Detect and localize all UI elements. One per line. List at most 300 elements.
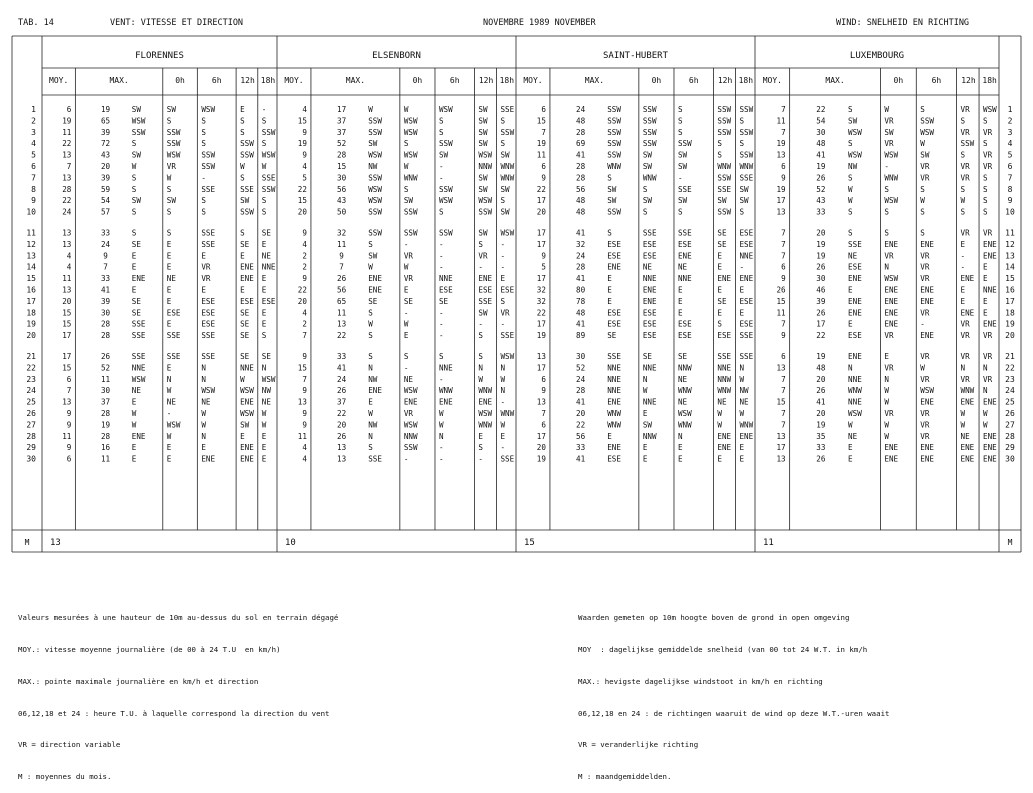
table-cell: W: [983, 420, 988, 430]
table-cell: S: [201, 116, 206, 126]
table-cell: VR: [983, 352, 993, 361]
table-cell: S: [920, 228, 925, 238]
table-cell: 46: [816, 285, 826, 295]
legend-line: MOY.: vitesse moyenne journalière (de 00 à 24 T.U en km/h): [18, 644, 281, 654]
table-cell: 17: [62, 352, 72, 361]
table-cell: 15: [536, 116, 546, 126]
table-cell: -: [884, 162, 889, 171]
table-cell: SSW: [500, 127, 515, 137]
table-cell: 35: [816, 431, 826, 441]
table-cell: 56: [337, 285, 347, 295]
table-cell: 7: [66, 386, 72, 396]
table-cell: -: [438, 308, 444, 318]
table-cell: 13: [776, 431, 786, 441]
table-cell: SE: [438, 296, 449, 306]
table-cell: E: [848, 454, 853, 464]
table-cell: ESE: [677, 331, 692, 341]
column-header-1: MAX.: [584, 76, 605, 85]
table-cell: 20: [100, 162, 111, 171]
table-cell: -: [201, 173, 206, 183]
table-cell: 48: [576, 308, 586, 318]
table-cell: 65: [100, 116, 111, 126]
table-cell: 26: [816, 173, 826, 183]
table-cell: NNW: [403, 431, 418, 441]
table-cell: SSW: [739, 105, 754, 114]
table-cell: ENE: [677, 251, 692, 261]
table-cell: 26: [816, 386, 826, 396]
table-cell: 22: [816, 105, 826, 114]
table-cell: W: [166, 431, 172, 441]
monthly-mean: 13: [50, 538, 61, 548]
table-cell: SSW: [607, 150, 621, 160]
day-number: 15: [1005, 274, 1015, 284]
table-cell: ESE: [848, 331, 862, 341]
column-header-5: 18h: [260, 76, 276, 85]
table-cell: ESE: [642, 308, 657, 318]
table-cell: NE: [677, 397, 688, 407]
table-cell: S: [240, 228, 245, 238]
day-number: 9: [1007, 196, 1013, 206]
table-cell: S: [983, 196, 988, 206]
table-cell: E: [848, 443, 853, 453]
table-cell: SSE: [500, 331, 515, 341]
table-cell: E: [201, 285, 206, 295]
table-cell: 11: [776, 308, 786, 318]
table-cell: E: [607, 274, 612, 284]
column-header-3: 6h: [688, 76, 699, 85]
table-cell: 37: [100, 397, 111, 407]
table-cell: VR: [403, 409, 414, 418]
table-cell: NNE: [607, 386, 621, 396]
table-cell: S: [739, 207, 745, 217]
table-cell: 11: [62, 127, 72, 137]
month-label-left: M: [24, 538, 30, 547]
table-cell: W: [884, 386, 889, 396]
table-cell: S: [403, 139, 409, 149]
table-cell: WSW: [368, 184, 382, 194]
table-cell: W: [368, 409, 373, 418]
table-cell: NNE: [717, 363, 732, 373]
day-number: 5: [31, 150, 36, 160]
table-cell: 39: [100, 296, 111, 306]
table-cell: 2: [302, 251, 307, 261]
table-cell: VR: [960, 127, 970, 137]
table-cell: WSW: [884, 196, 899, 206]
monthly-mean: 15: [524, 538, 535, 548]
column-header-5: 18h: [499, 76, 515, 85]
table-cell: E: [677, 454, 683, 464]
table-cell: 26: [816, 454, 826, 464]
table-cell: SSW: [739, 127, 754, 137]
table-cell: 7: [781, 228, 786, 238]
table-cell: 19: [100, 420, 111, 430]
table-cell: SSW: [607, 116, 621, 126]
table-cell: W: [478, 374, 483, 384]
column-header-1: MAX.: [345, 76, 366, 85]
day-number: 19: [1005, 319, 1015, 329]
table-cell: E: [240, 285, 245, 295]
table-cell: W: [500, 420, 506, 430]
table-cell: ENE: [717, 443, 732, 453]
table-cell: WSW: [920, 386, 935, 396]
table-cell: N: [884, 262, 889, 272]
table-cell: 30: [816, 127, 826, 137]
column-header-0: MOY.: [523, 76, 543, 85]
table-cell: NW: [368, 162, 378, 171]
table-cell: VR: [201, 262, 211, 272]
table-cell: 11: [62, 431, 72, 441]
table-cell: -: [438, 331, 444, 341]
table-cell: VR: [920, 262, 930, 272]
table-cell: NNE: [848, 374, 862, 384]
column-header-3: 6h: [211, 76, 222, 85]
table-cell: E: [983, 308, 988, 318]
table-cell: ENE: [960, 454, 975, 464]
day-number: 24: [26, 386, 36, 396]
table-cell: SSE: [201, 184, 216, 194]
table-cell: SSE: [500, 105, 515, 114]
table-cell: 4: [302, 239, 307, 249]
table-cell: E: [607, 285, 612, 295]
table-cell: W: [884, 431, 889, 441]
table-cell: ENE: [478, 397, 493, 407]
table-cell: W: [717, 409, 722, 418]
table-cell: E: [960, 285, 966, 295]
table-cell: S: [920, 184, 925, 194]
table-cell: SSW: [131, 127, 146, 137]
table-cell: S: [983, 116, 988, 126]
table-cell: 20: [816, 374, 826, 384]
table-cell: ENE: [848, 274, 862, 284]
table-cell: 15: [62, 319, 72, 329]
table-cell: WNW: [739, 162, 754, 171]
table-cell: NE: [739, 397, 749, 407]
table-cell: W: [403, 162, 409, 171]
table-cell: SW: [131, 196, 141, 206]
table-cell: SSE: [848, 239, 862, 249]
table-cell: SSE: [166, 352, 181, 361]
table-cell: ESE: [607, 319, 621, 329]
table-cell: E: [166, 239, 172, 249]
table-cell: S: [677, 127, 683, 137]
station-name: ELSENBORN: [372, 51, 421, 61]
table-cell: WSW: [500, 352, 515, 361]
table-cell: VR: [884, 331, 894, 341]
table-cell: WSW: [166, 420, 181, 430]
table-cell: 7: [302, 374, 307, 384]
table-cell: NW: [261, 386, 271, 396]
table-cell: ESE: [642, 331, 657, 341]
table-cell: E: [166, 296, 172, 306]
table-cell: ENE: [920, 397, 935, 407]
day-number: 23: [1005, 374, 1015, 384]
table-cell: NE: [677, 374, 688, 384]
table-cell: SW: [642, 150, 653, 160]
day-number: 8: [1007, 184, 1013, 194]
table-cell: 24: [337, 374, 347, 384]
table-cell: S: [368, 308, 373, 318]
table-cell: -: [677, 173, 683, 183]
table-cell: SSW: [368, 116, 382, 126]
day-number: 11: [26, 228, 36, 238]
legend-line: MOY : dagelijkse gemiddelde snelheid (van 00 tot 24 W.T. in km/h: [578, 644, 868, 654]
table-cell: 7: [781, 239, 786, 249]
table-cell: N: [368, 431, 373, 441]
table-cell: 26: [337, 431, 347, 441]
table-cell: E: [261, 274, 267, 284]
table-cell: SSW: [960, 139, 975, 149]
table-cell: WNW: [642, 173, 657, 183]
table-cell: W: [368, 319, 373, 329]
table-cell: ESE: [240, 296, 254, 306]
table-cell: VR: [500, 308, 510, 318]
table-cell: 39: [816, 296, 826, 306]
table-cell: E: [131, 443, 137, 453]
table-cell: NE: [717, 397, 727, 407]
table-cell: NNE: [261, 262, 276, 272]
table-cell: SSW: [261, 127, 276, 137]
table-cell: WSW: [438, 105, 453, 114]
table-cell: 19: [816, 251, 826, 261]
table-cell: VR: [920, 420, 930, 430]
table-cell: WNW: [677, 386, 692, 396]
table-cell: S: [240, 173, 245, 183]
table-cell: ENE: [983, 239, 997, 249]
day-number: 27: [26, 420, 36, 430]
table-cell: ENE: [983, 251, 997, 261]
table-cell: ENE: [607, 443, 621, 453]
table-cell: N: [983, 363, 988, 373]
table-cell: W: [438, 409, 444, 418]
table-cell: 50: [337, 207, 347, 217]
table-cell: SSE: [677, 184, 692, 194]
table-cell: NNW: [677, 363, 692, 373]
table-cell: 48: [576, 116, 586, 126]
table-cell: SSW: [438, 139, 453, 149]
table-cell: 6: [781, 162, 786, 171]
table-cell: W: [368, 105, 373, 114]
table-cell: ENE: [438, 397, 453, 407]
table-cell: SE: [240, 239, 250, 249]
table-cell: 13: [337, 443, 347, 453]
table-cell: ENE: [607, 262, 621, 272]
day-number: 24: [1005, 386, 1015, 396]
table-cell: SSW: [607, 127, 621, 137]
table-cell: S: [677, 116, 683, 126]
table-cell: S: [438, 116, 444, 126]
table-cell: 28: [576, 173, 586, 183]
day-number: 7: [1007, 173, 1013, 183]
table-cell: SE: [717, 239, 727, 249]
table-cell: 20: [297, 207, 307, 217]
legend-dutch: [578, 592, 889, 793]
table-cell: ESE: [848, 262, 862, 272]
table-cell: NE: [960, 431, 970, 441]
table-cell: S: [131, 228, 137, 238]
legend-line: VR = direction variable: [18, 740, 121, 750]
table-cell: N: [261, 363, 267, 373]
table-cell: 15: [337, 162, 347, 171]
table-cell: NNW: [642, 431, 657, 441]
table-cell: E: [884, 352, 889, 361]
table-cell: ENE: [368, 386, 382, 396]
table-cell: SSW: [201, 150, 216, 160]
table-cell: S: [261, 139, 267, 149]
table-cell: 5: [302, 173, 307, 183]
table-cell: SSW: [478, 207, 493, 217]
table-cell: SSE: [261, 173, 276, 183]
table-cell: SW: [500, 150, 510, 160]
table-cell: 2: [302, 319, 307, 329]
table-cell: VR: [920, 374, 930, 384]
table-cell: 5: [541, 262, 546, 272]
table-cell: 28: [100, 319, 111, 329]
table-cell: SE: [261, 352, 271, 361]
table-cell: S: [848, 173, 853, 183]
table-cell: 33: [576, 443, 586, 453]
column-header-1: MAX.: [109, 76, 129, 85]
table-cell: VR: [478, 251, 488, 261]
column-header-3: 6h: [931, 76, 942, 85]
table-cell: VR: [920, 352, 930, 361]
table-cell: 30: [576, 352, 586, 361]
table-cell: NW: [848, 162, 858, 171]
table-cell: WNW: [500, 162, 515, 171]
table-cell: 9: [541, 251, 546, 261]
table-cell: NE: [261, 251, 271, 261]
table-cell: ESE: [201, 319, 216, 329]
table-cell: 4: [66, 262, 72, 272]
table-cell: E: [739, 285, 745, 295]
table-cell: ENE: [960, 397, 975, 407]
table-cell: SW: [677, 162, 688, 171]
table-cell: 4: [302, 454, 307, 464]
table-cell: W: [960, 409, 966, 418]
table-cell: SW: [607, 184, 617, 194]
table-cell: 13: [62, 285, 72, 295]
table-cell: NNE: [983, 285, 997, 295]
table-cell: 13: [62, 173, 72, 183]
table-cell: S: [201, 139, 206, 149]
legend-line: 06,12,18 en 24 : de richtingen waaruit de wind op deze W.T.-uren waait: [578, 708, 890, 718]
table-cell: SW: [478, 105, 488, 114]
table-cell: 22: [62, 139, 72, 149]
table-cell: -: [403, 363, 409, 373]
table-cell: NE: [848, 251, 858, 261]
table-cell: 69: [576, 139, 586, 149]
table-cell: ESE: [739, 296, 754, 306]
table-cell: 19: [816, 420, 826, 430]
table-cell: S: [920, 105, 925, 114]
table-cell: 9: [781, 331, 786, 341]
table-cell: 6: [541, 374, 546, 384]
table-cell: WNW: [884, 173, 899, 183]
table-cell: S: [983, 184, 988, 194]
table-cell: S: [261, 331, 267, 341]
table-cell: 7: [339, 262, 344, 272]
table-cell: 57: [100, 207, 111, 217]
table-cell: E: [739, 443, 745, 453]
table-cell: ENE: [240, 397, 254, 407]
day-number: 4: [1007, 139, 1013, 149]
table-cell: W: [848, 196, 853, 206]
table-cell: 13: [776, 207, 786, 217]
table-cell: 22: [297, 184, 307, 194]
table-cell: 19: [297, 139, 307, 149]
table-cell: SE: [403, 296, 414, 306]
table-cell: E: [201, 443, 206, 453]
table-cell: S: [261, 196, 267, 206]
table-cell: VR: [920, 409, 930, 418]
table-cell: 9: [66, 443, 72, 453]
table-cell: 7: [781, 386, 786, 396]
table-cell: 7: [541, 409, 546, 418]
table-cell: WNW: [607, 162, 621, 171]
table-cell: 17: [536, 228, 546, 238]
table-cell: 28: [100, 331, 111, 341]
legend-line: Waarden gemeten op 10m hoogte boven de grond in open omgeving: [578, 613, 850, 623]
table-cell: WNW: [677, 420, 692, 430]
table-cell: SE: [240, 319, 250, 329]
table-cell: WSW: [403, 150, 418, 160]
table-cell: SSW: [739, 150, 754, 160]
table-cell: 7: [781, 420, 786, 430]
table-cell: SSW: [166, 127, 181, 137]
table-cell: 13: [536, 352, 546, 361]
table-cell: 20: [536, 443, 546, 453]
table-cell: WNW: [607, 409, 621, 418]
day-number: 6: [31, 162, 36, 171]
table-cell: 24: [100, 239, 111, 249]
table-cell: W: [848, 184, 853, 194]
table-cell: WSW: [848, 150, 862, 160]
table-cell: SW: [131, 150, 141, 160]
table-cell: SSW: [368, 127, 382, 137]
table-cell: 15: [297, 363, 307, 373]
table-cell: E: [403, 285, 409, 295]
column-header-4: 12h: [961, 76, 976, 85]
table-cell: S: [717, 150, 722, 160]
day-number: 30: [26, 454, 36, 464]
table-cell: 11: [536, 150, 546, 160]
table-cell: VR: [403, 251, 414, 261]
table-cell: 26: [337, 274, 347, 284]
table-cell: 28: [576, 127, 586, 137]
table-cell: WNW: [500, 173, 515, 183]
table-cell: ENE: [607, 397, 621, 407]
table-cell: W: [240, 374, 245, 384]
column-header-3: 6h: [449, 76, 460, 85]
table-cell: 7: [66, 162, 72, 171]
table-cell: VR: [960, 162, 970, 171]
table-cell: NNE: [739, 251, 754, 261]
table-cell: -: [960, 251, 966, 261]
table-cell: ENE: [884, 308, 899, 318]
table-cell: SSW: [438, 184, 453, 194]
table-cell: NE: [131, 386, 141, 396]
table-cell: ENE: [920, 331, 935, 341]
table-cell: S: [717, 139, 722, 149]
table-cell: NE: [166, 397, 176, 407]
table-cell: SW: [403, 196, 414, 206]
table-cell: 13: [776, 150, 786, 160]
table-cell: SW: [739, 184, 749, 194]
table-cell: E: [983, 274, 988, 284]
table-cell: 41: [576, 319, 586, 329]
table-cell: ENE: [884, 285, 899, 295]
table-cell: NE: [403, 374, 414, 384]
table-cell: W: [240, 162, 245, 171]
